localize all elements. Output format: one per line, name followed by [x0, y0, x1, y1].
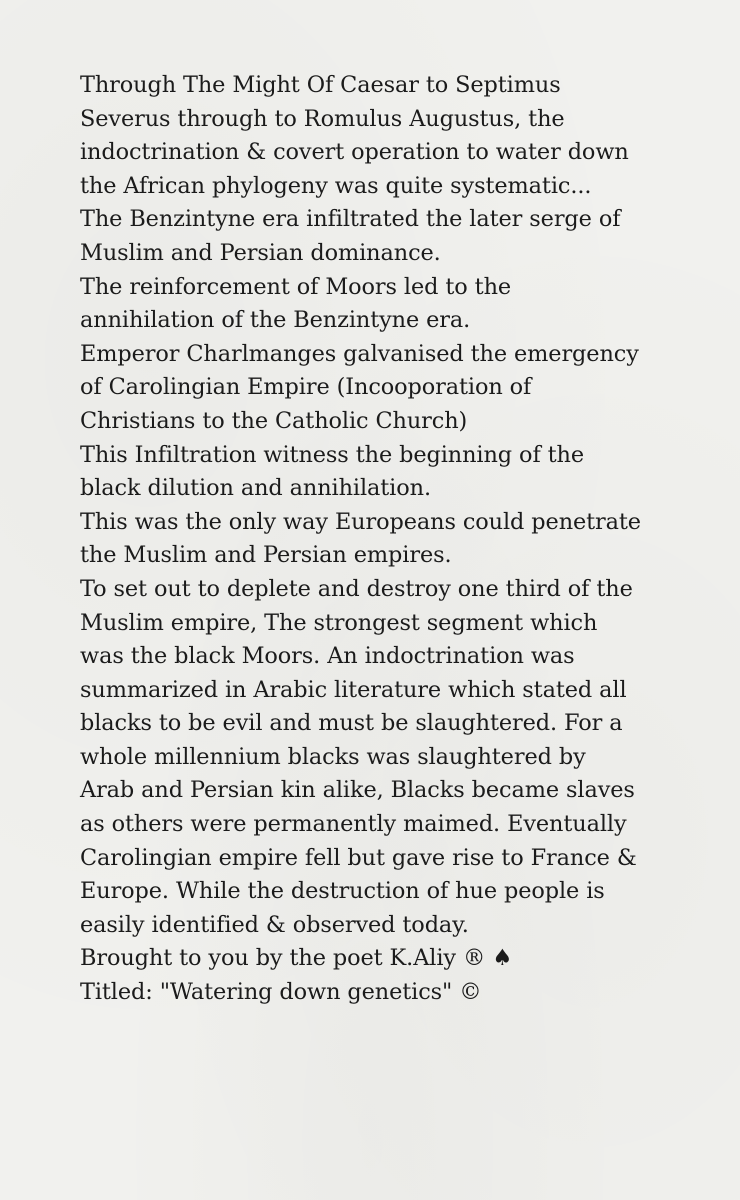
poem-line: indoctrination & covert operation to water down	[80, 139, 629, 166]
poem-line: Through The Might Of Caesar to Septimus	[80, 72, 561, 98]
poem-line: whole millennium blacks was slaughtered by	[80, 743, 586, 770]
poem-line: The Benzintyne era infiltrated the later serge of	[80, 206, 621, 233]
poem-line: was the black Moors. An indoctrination was	[80, 643, 575, 670]
poem-line: To set out to deplete and destroy one third of the	[80, 575, 633, 602]
poem-line: summarized in Arabic literature which stated all	[80, 676, 627, 703]
poem-line: This was the only way Europeans could penetrate	[80, 508, 641, 535]
poem-title-line: Titled: "Watering down genetics" ©	[80, 979, 482, 1006]
poem-line: The reinforcement of Moors led to the	[80, 273, 512, 300]
poem-line: as others were permanently maimed. Eventually	[80, 811, 627, 838]
poem-line: Carolingian empire fell but gave rise to France &	[80, 844, 637, 871]
poem-line: the Muslim and Persian empires.	[80, 542, 452, 569]
poem-line: annihilation of the Benzintyne era.	[80, 307, 471, 334]
poem-line: easily identified & observed today.	[80, 911, 469, 938]
poem-line: Christians to the Catholic Church)	[80, 407, 468, 434]
poem-line: black dilution and annihilation.	[80, 475, 431, 502]
poem-line: Europe. While the destruction of hue people is	[80, 878, 605, 905]
poem-line: blacks to be evil and must be slaughtered. For a	[80, 710, 623, 737]
poem-line: of Carolingian Empire (Incooporation of	[80, 374, 532, 401]
poem-line: Emperor Charlmanges galvanised the emergency	[80, 340, 639, 367]
poem-line: Muslim empire, The strongest segment which	[80, 609, 598, 636]
poem-attribution-line: Brought to you by the poet K.Aliy ® ♠	[80, 945, 513, 972]
poem-line: This Infiltration witness the beginning of the	[80, 441, 585, 468]
poem-line: Arab and Persian kin alike, Blacks became slaves	[80, 777, 635, 804]
poem-line: the African phylogeny was quite systematic...	[80, 172, 592, 199]
poem-line: Muslim and Persian dominance.	[80, 239, 441, 266]
poem-text-block	[80, 69, 680, 1010]
poem-line: Severus through to Romulus Augustus, the	[80, 105, 565, 132]
